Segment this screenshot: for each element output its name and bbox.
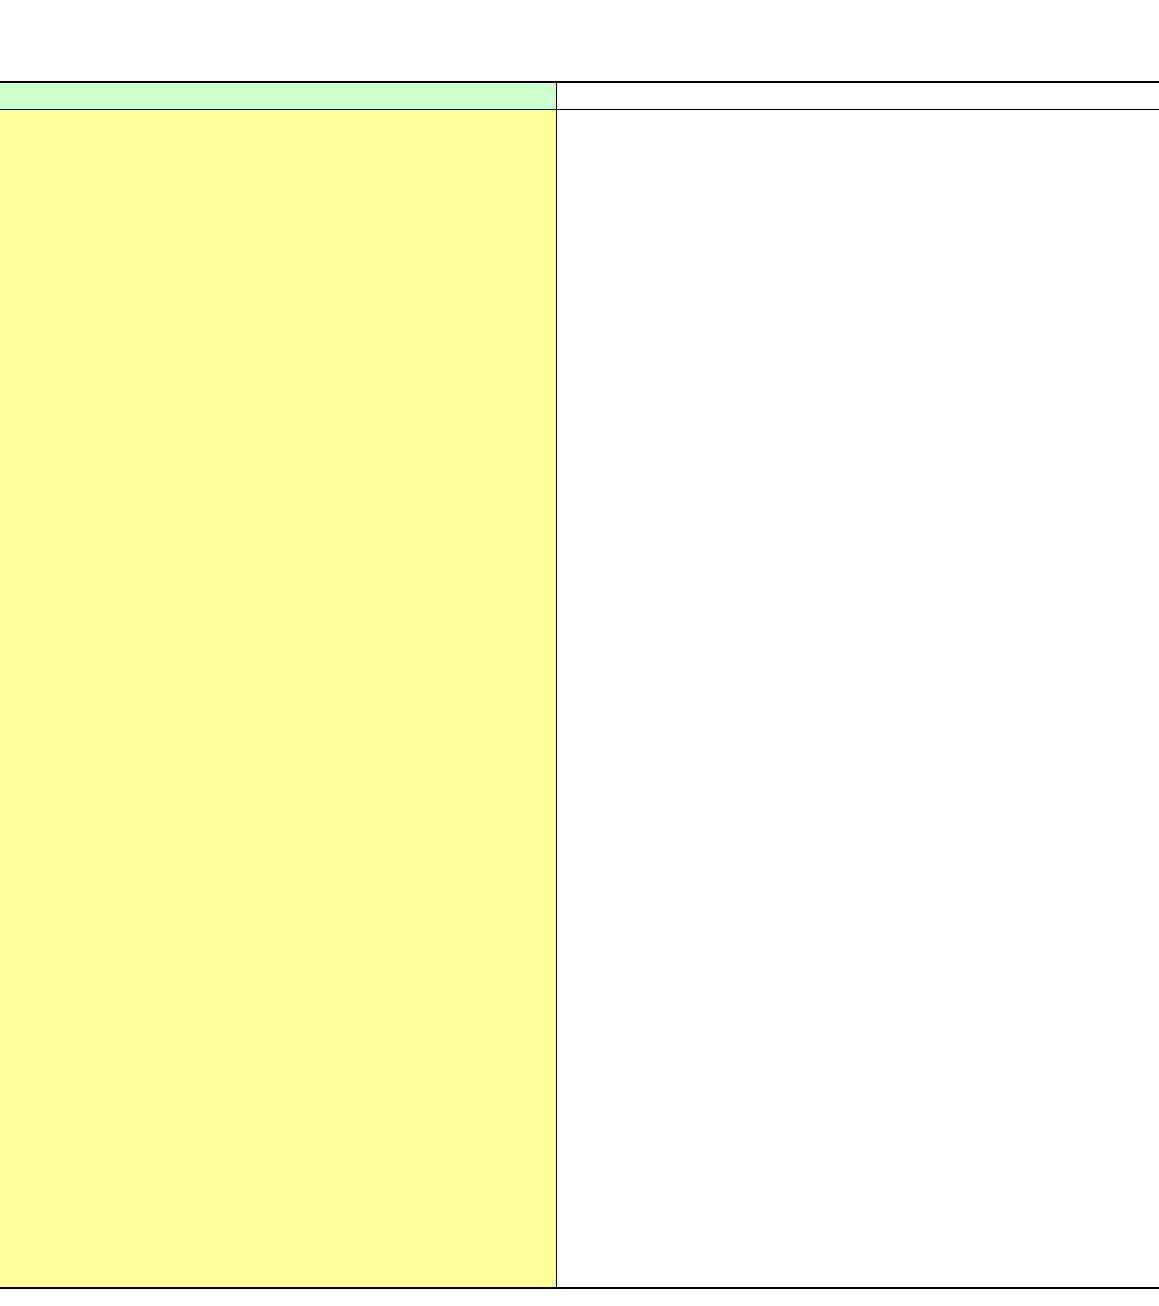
header-rule — [0, 109, 1159, 110]
bottom-rule — [0, 1287, 1159, 1289]
table-title-cn — [4, 4, 10, 27]
item-column-background — [0, 83, 557, 1287]
header-product-name — [0, 83, 206, 109]
header-item — [206, 83, 556, 109]
